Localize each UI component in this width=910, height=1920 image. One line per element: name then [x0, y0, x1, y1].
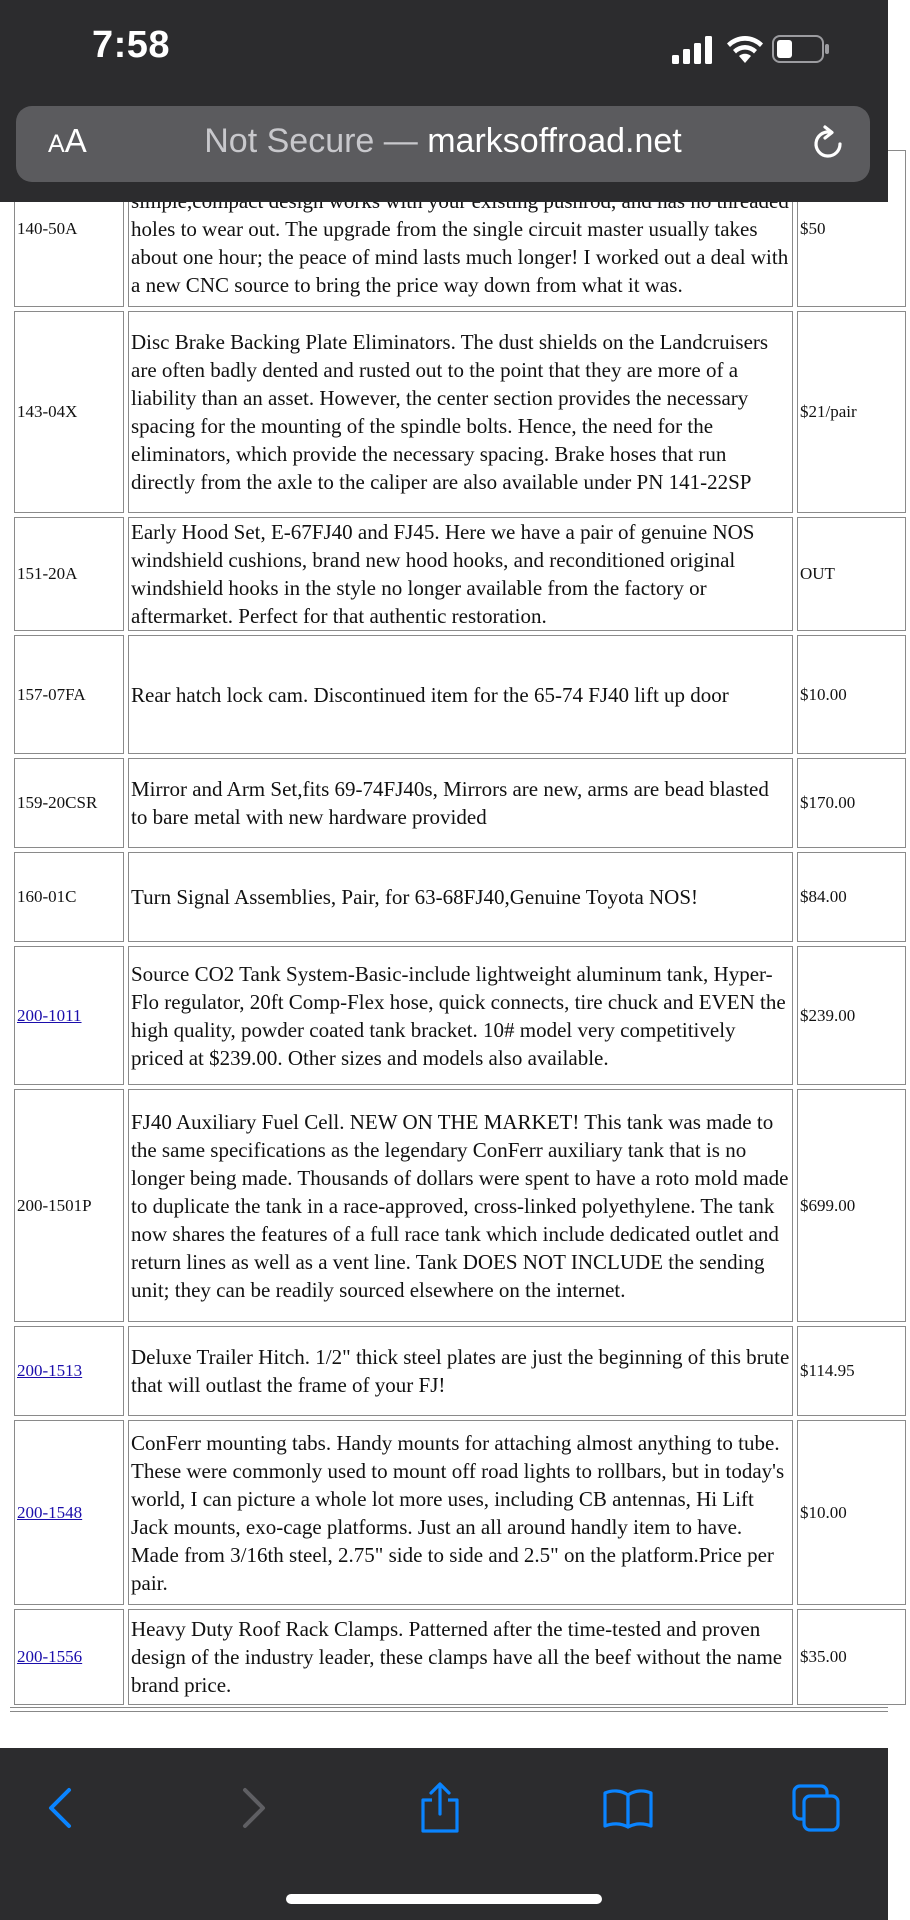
description-cell: Disc Brake Backing Plate Eliminators. The dust shields on the Landcruisers are often badly dented and rusted out to the point that they are more of a liability than an asset. However, the center section provides the necessary spacing for the mounting of the spindle bolts. Hence, the need for the eliminators, which provide the necessary spacing. Brake hoses that run directly from the axle to the caliper are also available under PN 141-22SP: [128, 311, 793, 513]
table-row: [14, 758, 906, 848]
part-number: 157-07FA: [17, 684, 86, 704]
tabs-icon: [791, 1783, 841, 1833]
reload-icon[interactable]: [810, 126, 846, 162]
tabs-button[interactable]: [786, 1778, 846, 1838]
part-number-cell: [14, 517, 124, 631]
price-cell: $35.00: [797, 1609, 906, 1705]
share-icon: [418, 1782, 462, 1834]
part-number-link[interactable]: 200-1513: [17, 1361, 83, 1380]
description-cell: ConFerr mounting tabs. Handy mounts for attaching almost anything to tube. These were commonly used to mount off road lights to rollbars, but in today's world, I can picture a whole lot more uses, including CB antennas, Hi Lift Jack mounts, exo-cage platforms. Just an all around handly item to have. Made from 3/16th steel, 2.75" side to side and 2.5" on the platform.Price per pair.: [128, 1420, 793, 1605]
not-secure-label: Not Secure —: [204, 122, 428, 160]
table-row: [14, 311, 906, 513]
table-row: [14, 1326, 906, 1416]
part-number-cell[interactable]: [14, 946, 124, 1085]
part-number-cell: [14, 1089, 124, 1322]
table-row: [14, 1420, 906, 1605]
part-number-cell: [14, 311, 124, 513]
description-cell: Rear hatch lock cam. Discontinued item for the 65-74 FJ40 lift up door: [128, 635, 793, 754]
price-cell: $21/pair: [797, 311, 906, 513]
price-cell: $50: [797, 150, 906, 307]
part-number-link[interactable]: 200-1011: [17, 1005, 82, 1025]
part-number-cell: [14, 635, 124, 754]
table-row: [14, 946, 906, 1085]
part-number-cell: [14, 758, 124, 848]
back-button[interactable]: [30, 1778, 90, 1838]
forward-button[interactable]: [224, 1778, 284, 1838]
parts-table: [10, 146, 910, 1709]
chevron-left-icon: [45, 1786, 75, 1830]
price-cell: $114.95: [797, 1326, 906, 1416]
address-bar[interactable]: [16, 106, 870, 182]
table-row: [14, 635, 906, 754]
part-number-link[interactable]: 200-1556: [17, 1647, 83, 1666]
table-row: [14, 1089, 906, 1322]
price-cell: $239.00: [797, 946, 906, 1085]
table-row: [14, 852, 906, 942]
part-number-cell[interactable]: [14, 1326, 124, 1416]
part-number-cell[interactable]: [14, 1420, 124, 1605]
table-row: [14, 517, 906, 631]
parts-table-body: [14, 150, 906, 1705]
part-number: 159-20CSR: [17, 793, 98, 812]
status-time: 7:58: [92, 24, 171, 66]
price-cell: $170.00: [797, 758, 906, 848]
table-row: [14, 1609, 906, 1705]
description-cell: Mirror and Arm Set,fits 69-74FJ40s, Mirrors are new, arms are bead blasted to bare metal with new hardware provided: [128, 758, 793, 848]
part-number: 151-20A: [17, 564, 78, 583]
part-number: 160-01C: [17, 887, 77, 906]
description-cell: Early Hood Set, E-67FJ40 and FJ45. Here we have a pair of genuine NOS windshield cushions, brand new hood hooks, and reconditioned original windshield hooks in the style no longer available from the factory or aftermarket. Perfect for that authentic restoration.: [128, 517, 793, 631]
reader-aa-button[interactable]: AA: [48, 122, 87, 159]
description-cell: FJ40 Auxiliary Fuel Cell. NEW ON THE MARKET! This tank was made to the same specifications as the legendary ConFerr auxiliary tank that is no longer being made. Thousands of dollars were spent to have a roto mold made to duplicate the tank in a race-approved, cross-linked polyethylene. The tank now shares the features of a full race tank which include dedicated outlet and return lines as well as a vent line. Tank DOES NOT INCLUDE the sending unit; they can be readily sourced elsewhere on the internet.: [128, 1089, 793, 1322]
url-field[interactable]: [16, 122, 870, 161]
price-cell: $699.00: [797, 1089, 906, 1322]
battery-icon: [772, 35, 830, 63]
bottom-toolbar: [0, 1748, 888, 1920]
part-number: 200-1501P: [17, 1195, 92, 1215]
home-indicator: [286, 1894, 602, 1904]
part-number-cell[interactable]: [14, 1609, 124, 1705]
description-cell: Source CO2 Tank System-Basic-include lightweight aluminum tank, Hyper-Flo regulator, 20ft Comp-Flex hose, quick connects, tire chuck and EVEN the high quality, powder coated tank bracket. 10# model very competitively priced at $239.00. Other sizes and models also available.: [128, 946, 793, 1085]
description-cell: holes to wear out. The upgrade from the single circuit master usually takes about one hour; the peace of mind lasts much longer! I worked out a deal with a new CNC source to bring the price way down from what it was.: [128, 150, 793, 307]
price-cell: $10.00: [797, 1420, 906, 1605]
bookmarks-button[interactable]: [598, 1778, 658, 1838]
description-cell: Turn Signal Assemblies, Pair, for 63-68FJ40,Genuine Toyota NOS!: [128, 852, 793, 942]
cellular-signal-icon: [672, 36, 714, 64]
description-cell: Deluxe Trailer Hitch. 1/2" thick steel plates are just the beginning of this brute that will outlast the frame of your FJ!: [128, 1326, 793, 1416]
part-number-cell: [14, 852, 124, 942]
top-chrome: [0, 0, 888, 202]
description-cell: Heavy Duty Roof Rack Clamps. Patterned after the time-tested and proven design of the industry leader, these clamps have all the beef without the name brand price.: [128, 1609, 793, 1705]
book-icon: [602, 1786, 654, 1830]
chevron-right-icon: [239, 1786, 269, 1830]
part-number: 140-50A: [17, 218, 78, 238]
url-domain: marksoffroad.net: [427, 122, 682, 160]
price-cell: $10.00: [797, 635, 906, 754]
page-content[interactable]: [0, 190, 888, 1750]
price-cell: $84.00: [797, 852, 906, 942]
part-number-link[interactable]: 200-1548: [17, 1502, 83, 1522]
part-number: 143-04X: [17, 402, 78, 421]
price-cell: OUT: [797, 517, 906, 631]
table-bottom-rule: [10, 1707, 888, 1712]
share-button[interactable]: [410, 1778, 470, 1838]
wifi-icon: [726, 34, 764, 64]
